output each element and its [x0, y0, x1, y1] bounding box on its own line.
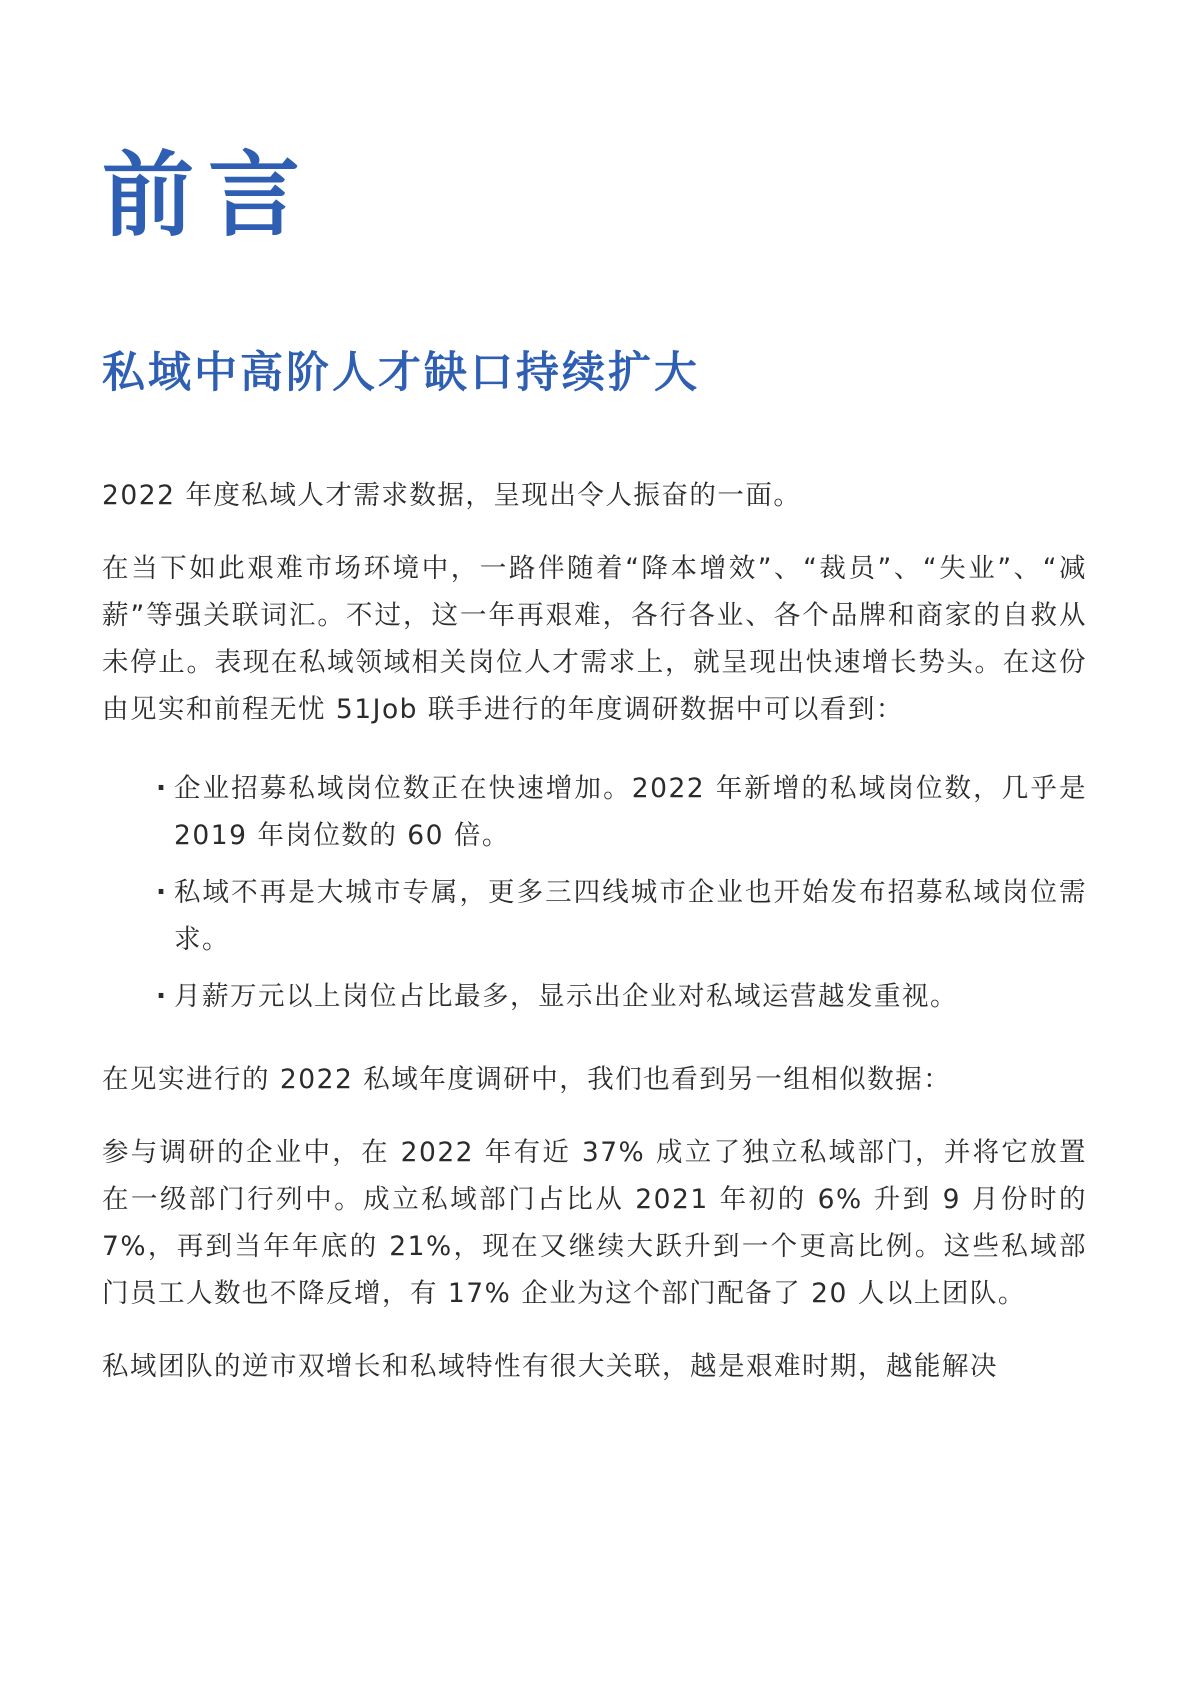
- paragraph-market-context: 在当下如此艰难市场环境中，一路伴随着“降本增效”、“裁员”、“失业”、“减薪”等强关联词汇。不过，这一年再艰难，各行各业、各个品牌和商家的自救从未停止。表现在私域领域相关岗位人才需求上，就呈现出快速增长势头。在这份由见实和前程无忧 51Job 联手进行的年度调研数据中可以看到：: [102, 553, 1087, 725]
- intro-paragraph: 2022 年度私域人才需求数据，呈现出令人振奋的一面。: [102, 480, 802, 511]
- list-item: · 企业招募私域岗位数正在快速增加。2022 年新增的私域岗位数，几乎是 2019 年岗位数的 60 倍。: [156, 765, 1087, 859]
- page-title: 前言: [102, 142, 315, 249]
- paragraph-conclusion: 私域团队的逆市双增长和私域特性有很大关联，越是艰难时期，越能解决: [102, 1351, 998, 1382]
- section-heading: 私域中高阶人才缺口持续扩大: [102, 348, 700, 398]
- list-item: · 月薪万元以上岗位占比最多，显示出企业对私域运营越发重视。: [156, 973, 1087, 1020]
- findings-list: [102, 765, 1087, 1020]
- paragraph-survey-data: 参与调研的企业中，在 2022 年有近 37% 成立了独立私域部门，并将它放置在一级部门行列中。成立私域部门占比从 2021 年初的 6% 升到 9 月份时的 7%，再到当年年底的 21%，现在又继续大跃升到一个更高比例。这些私域部门员工人数也不降反增，有 17% 企业为这个部门配备了 20 人以上团队。: [102, 1137, 1087, 1309]
- body-text: [102, 472, 1087, 1416]
- paragraph-survey-intro: 在见实进行的 2022 私域年度调研中，我们也看到另一组相似数据：: [102, 1064, 952, 1095]
- list-item: · 私域不再是大城市专属，更多三四线城市企业也开始发布招募私域岗位需求。: [156, 869, 1087, 963]
